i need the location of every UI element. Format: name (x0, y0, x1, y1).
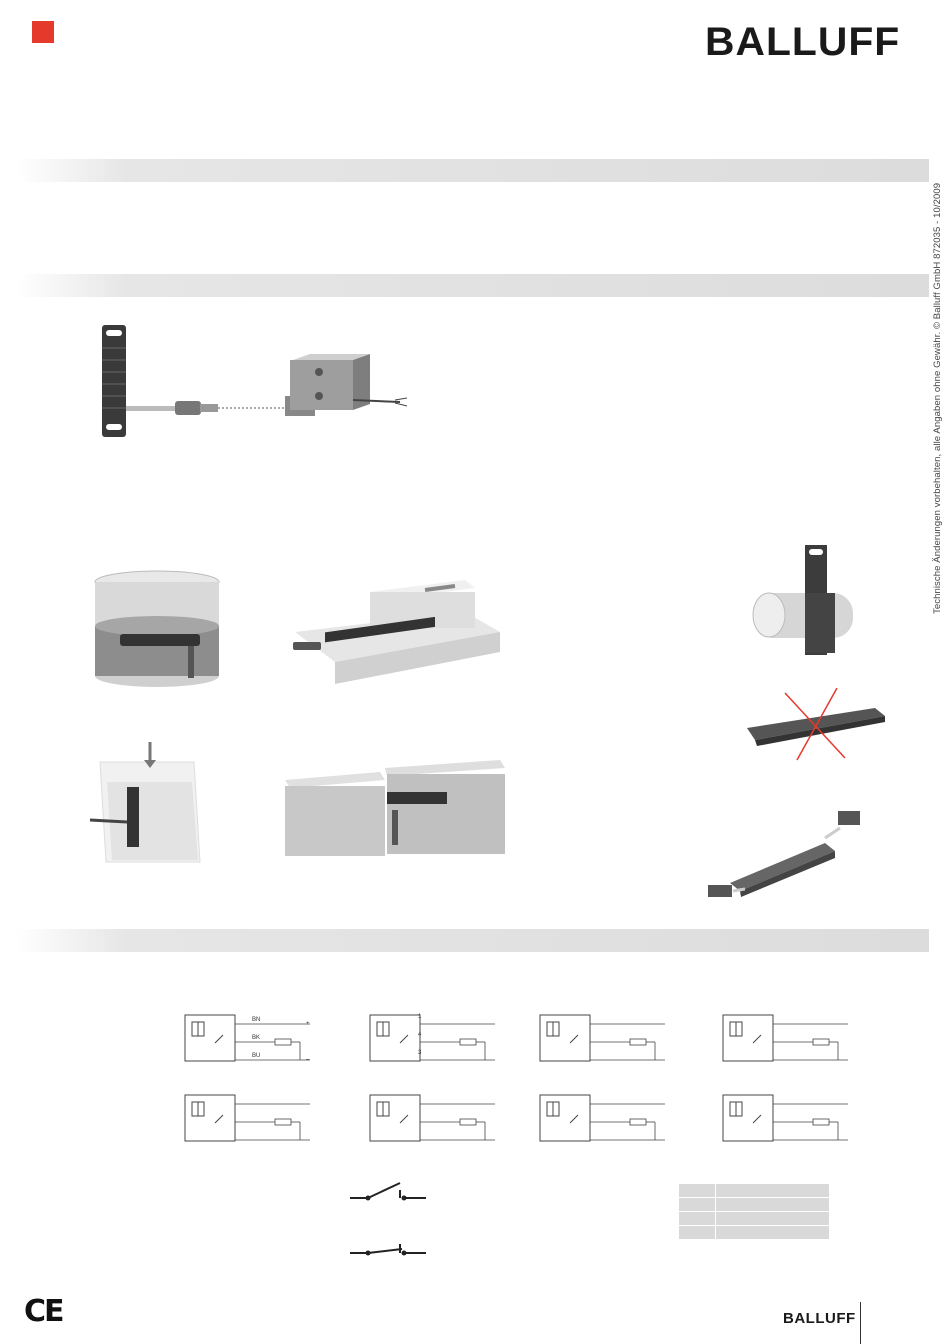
cut-strip-image (705, 803, 865, 903)
product-illustration (95, 320, 415, 440)
mounting-cylinder-image (745, 545, 875, 665)
wiring-diagrams (180, 1010, 860, 1150)
section-band-1 (17, 159, 929, 182)
incorrect-bending-image (745, 688, 890, 763)
wire-label-bn: BN (252, 1017, 261, 1023)
table-cell (679, 1212, 716, 1226)
conveyor-application-image (285, 572, 505, 690)
pin-label-3: 3 (418, 1050, 422, 1056)
table-cell (679, 1184, 716, 1198)
section-band-2 (17, 274, 929, 297)
wire-color-table (678, 1183, 830, 1240)
pin-label-1: 1 (418, 1014, 422, 1020)
table-cell (716, 1226, 830, 1240)
section-band-3 (17, 929, 929, 952)
wire-label-plus: + (306, 1021, 310, 1027)
footer-logo: BALLUFF (783, 1310, 856, 1327)
table-cell (716, 1184, 830, 1198)
balluff-logo: BALLUFF (705, 20, 901, 64)
table-cell (679, 1226, 716, 1240)
wire-label-bk: BK (252, 1035, 261, 1041)
wire-label-minus: – (306, 1057, 310, 1063)
box-application-image (285, 750, 507, 860)
bag-application-image (82, 742, 202, 867)
side-note (928, 182, 948, 620)
table-cell (716, 1212, 830, 1226)
table-cell (679, 1198, 716, 1212)
ce-mark: CE (24, 1294, 63, 1329)
brand-color-square (32, 21, 54, 43)
pin-label-4: 4 (418, 1032, 422, 1038)
tank-application-image (90, 568, 225, 688)
table-cell (716, 1198, 830, 1212)
side-note-text: Technische Änderungen vorbehalten, alle Angaben ohne Gewähr. © Balluff GmbH 872035 - 10/2009 (932, 182, 943, 614)
switch-symbols (348, 1178, 428, 1268)
wire-label-bu: BU (252, 1053, 261, 1059)
footer-divider (860, 1302, 861, 1344)
